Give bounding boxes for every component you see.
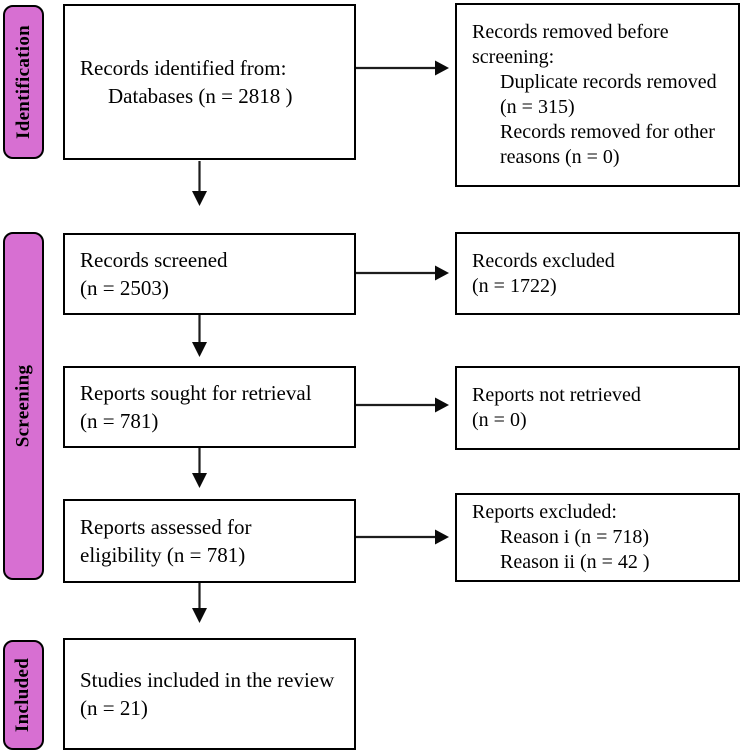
box-line: Records removed for other xyxy=(500,121,715,143)
box-line: Reason ii (n = 42 ) xyxy=(500,551,650,573)
box-records-screened xyxy=(63,233,356,315)
box-line: Reports assessed for xyxy=(80,515,252,539)
stage-label-included-text: Included xyxy=(12,657,34,733)
box-line: Records removed before xyxy=(472,21,669,43)
box-records-excluded xyxy=(455,232,740,315)
box-line: reasons (n = 0) xyxy=(500,146,620,168)
box-records-removed xyxy=(455,3,740,187)
arrow-sought-to-notretrieved xyxy=(356,398,449,413)
box-line: Records identified from: xyxy=(80,56,287,80)
stage-label-screening-text: Screening xyxy=(12,364,34,448)
arrow-identified-down xyxy=(192,161,207,206)
stage-label-identification xyxy=(3,5,44,159)
box-line: Reason i (n = 718) xyxy=(500,526,650,548)
box-line: (n = 2503) xyxy=(80,276,169,300)
box-reports-not-retrieved xyxy=(455,366,740,450)
box-line: (n = 315) xyxy=(500,96,575,118)
box-line: (n = 1722) xyxy=(472,274,557,297)
arrow-assessed-down xyxy=(192,583,207,623)
box-line: Records excluded xyxy=(472,249,615,272)
box-line: Studies included in the review xyxy=(80,668,335,692)
arrow-screened-down xyxy=(192,315,207,357)
box-line: (n = 21) xyxy=(80,696,148,720)
box-line: (n = 781) xyxy=(80,409,159,433)
box-reports-excluded xyxy=(455,493,740,582)
arrow-assessed-to-reportsexcluded xyxy=(356,530,449,545)
stage-label-identification-text: Identification xyxy=(12,25,34,139)
box-line: Reports sought for retrieval xyxy=(80,381,312,405)
box-line: Reports not retrieved xyxy=(472,384,641,406)
arrow-sought-down xyxy=(192,448,207,488)
box-line: (n = 0) xyxy=(472,409,527,431)
box-line: screening: xyxy=(472,46,555,68)
stage-label-included xyxy=(3,640,44,750)
box-line: eligibility (n = 781) xyxy=(80,543,246,567)
box-reports-sought xyxy=(63,366,356,448)
box-line: Records screened xyxy=(80,248,228,272)
stage-label-screening xyxy=(3,232,44,580)
box-studies-included xyxy=(63,638,356,750)
arrow-identified-to-removed xyxy=(356,61,449,76)
box-line: Databases (n = 2818 ) xyxy=(108,84,293,108)
box-reports-assessed xyxy=(63,499,356,583)
arrow-screened-to-excluded xyxy=(356,266,449,281)
box-line: Reports excluded: xyxy=(472,501,617,523)
box-records-identified xyxy=(63,4,356,160)
box-line: Duplicate records removed xyxy=(500,71,717,93)
